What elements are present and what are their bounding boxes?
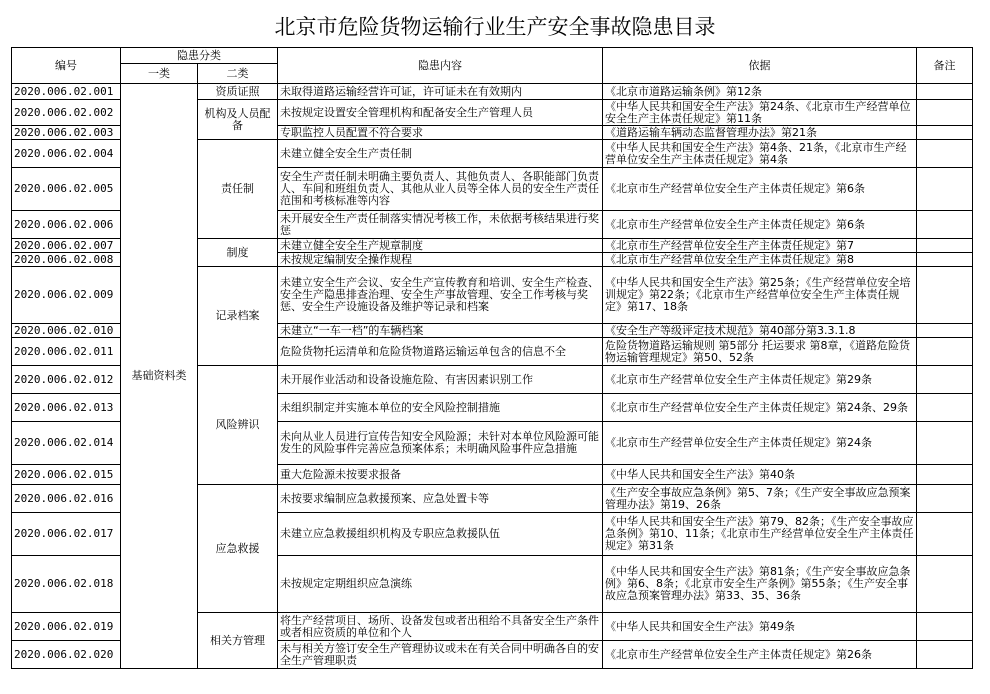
- cat2-cell: 应急救援: [198, 485, 278, 613]
- row-content: 危险货物托运清单和危险货物道路运输运单包含的信息不全: [278, 338, 603, 366]
- row-content: 安全生产责任制未明确主要负责人、其他负责人、各职能部门负责人、车间和班组负责人、其他从业人员等全体人员的安全生产责任范围和考核标准等内容: [278, 168, 603, 211]
- row-content: 未与相关方签订安全生产管理协议或未在有关合同中明确各自的安全生产管理职责: [278, 641, 603, 669]
- row-basis: 《北京市生产经营单位安全生产主体责任规定》第24条、29条: [603, 394, 917, 422]
- row-remark: [917, 366, 973, 394]
- row-remark: [917, 641, 973, 669]
- cat2-cell: 相关方管理: [198, 613, 278, 669]
- row-content: 未建立健全安全生产责任制: [278, 140, 603, 168]
- cat2-cell: 记录档案: [198, 267, 278, 366]
- row-code: 2020.006.02.017: [12, 513, 121, 556]
- cat2-cell: 责任制: [198, 140, 278, 239]
- row-content: 未取得道路运输经营许可证，许可证未在有效期内: [278, 84, 603, 100]
- row-code: 2020.006.02.003: [12, 126, 121, 140]
- row-code: 2020.006.02.012: [12, 366, 121, 394]
- row-remark: [917, 267, 973, 324]
- row-basis: 《北京市生产经营单位安全生产主体责任规定》第24条: [603, 422, 917, 465]
- row-remark: [917, 211, 973, 239]
- row-remark: [917, 140, 973, 168]
- row-basis: 《中华人民共和国安全生产法》第25条；《生产经营单位安全培训规定》第22条；《北京市生产经营单位安全生产主体责任规定》第17、18条: [603, 267, 917, 324]
- header-category: 隐患分类: [121, 48, 278, 64]
- row-basis: 《北京市生产经营单位安全生产主体责任规定》第8: [603, 253, 917, 267]
- row-content: 未建立健全安全生产规章制度: [278, 239, 603, 253]
- row-basis: 《北京市道路运输条例》第12条: [603, 84, 917, 100]
- header-remark: 备注: [917, 48, 973, 84]
- row-code: 2020.006.02.019: [12, 613, 121, 641]
- row-content: 未按规定定期组织应急演练: [278, 556, 603, 613]
- row-content: 未建立安全生产会议、安全生产宣传教育和培训、安全生产检查、安全生产隐患排查治理、安全生产事故管理、安全工作考核与奖惩、安全生产设施设备及维护等记录和档案: [278, 267, 603, 324]
- header-code: 编号: [12, 48, 121, 84]
- row-basis: 《安全生产等级评定技术规范》第40部分第3.3.1.8: [603, 324, 917, 338]
- row-code: 2020.006.02.015: [12, 465, 121, 485]
- row-basis: 《中华人民共和国安全生产法》第79、82条；《生产安全事故应急条例》第10、11条；《北京市生产经营单位安全生产主体责任规定》第31条: [603, 513, 917, 556]
- row-remark: [917, 84, 973, 100]
- row-remark: [917, 239, 973, 253]
- row-code: 2020.006.02.013: [12, 394, 121, 422]
- row-content: 未按要求编制应急救援预案、应急处置卡等: [278, 485, 603, 513]
- cat2-cell: 资质证照: [198, 84, 278, 100]
- row-content: 未向从业人员进行宣传告知安全风险源；未针对本单位风险源可能发生的风险事件完善应急预案体系；未明确风险事件应急措施: [278, 422, 603, 465]
- row-code: 2020.006.02.014: [12, 422, 121, 465]
- row-remark: [917, 485, 973, 513]
- row-remark: [917, 394, 973, 422]
- page-title: 北京市危险货物运输行业生产安全事故隐患目录: [274, 15, 716, 39]
- row-content: 将生产经营项目、场所、设备发包或者出租给不具备安全生产条件或者相应资质的单位和个人: [278, 613, 603, 641]
- row-code: 2020.006.02.001: [12, 84, 121, 100]
- row-remark: [917, 100, 973, 126]
- row-code: 2020.006.02.011: [12, 338, 121, 366]
- row-remark: [917, 422, 973, 465]
- row-content: 未按规定编制安全操作规程: [278, 253, 603, 267]
- cat2-cell: 风险辨识: [198, 366, 278, 485]
- row-remark: [917, 253, 973, 267]
- cat2-cell: 制度: [198, 239, 278, 267]
- cat2-cell: 机构及人员配备: [198, 100, 278, 140]
- row-remark: [917, 168, 973, 211]
- row-code: 2020.006.02.010: [12, 324, 121, 338]
- hazard-table: [11, 47, 973, 669]
- row-basis: 《中华人民共和国安全生产法》第4条、21条，《北京市生产经营单位安全生产主体责任规定》第4条: [603, 140, 917, 168]
- row-remark: [917, 126, 973, 140]
- row-code: 2020.006.02.009: [12, 267, 121, 324]
- row-content: 未建立“一车一档”的车辆档案: [278, 324, 603, 338]
- header-cat2: 二类: [198, 64, 278, 84]
- row-remark: [917, 324, 973, 338]
- row-content: 未按规定设置安全管理机构和配备安全生产管理人员: [278, 100, 603, 126]
- row-basis: 《中华人民共和国安全生产法》第40条: [603, 465, 917, 485]
- row-remark: [917, 465, 973, 485]
- row-remark: [917, 613, 973, 641]
- row-content: 未组织制定并实施本单位的安全风险控制措施: [278, 394, 603, 422]
- row-content: 专职监控人员配置不符合要求: [278, 126, 603, 140]
- row-code: 2020.006.02.004: [12, 140, 121, 168]
- row-content: 未开展安全生产责任制落实情况考核工作，未依据考核结果进行奖惩: [278, 211, 603, 239]
- row-code: 2020.006.02.006: [12, 211, 121, 239]
- row-basis: 《北京市生产经营单位安全生产主体责任规定》第6条: [603, 168, 917, 211]
- row-basis: 《北京市生产经营单位安全生产主体责任规定》第26条: [603, 641, 917, 669]
- header-cat1: 一类: [121, 64, 198, 84]
- row-content: 重大危险源未按要求报备: [278, 465, 603, 485]
- row-basis: 危险货物道路运输规则 第5部分 托运要求 第8章，《道路危险货物运输管理规定》第50、52条: [603, 338, 917, 366]
- row-code: 2020.006.02.020: [12, 641, 121, 669]
- row-remark: [917, 556, 973, 613]
- row-basis: 《北京市生产经营单位安全生产主体责任规定》第29条: [603, 366, 917, 394]
- table-row: [12, 84, 973, 100]
- row-remark: [917, 338, 973, 366]
- row-basis: 《中华人民共和国安全生产法》第24条、《北京市生产经营单位安全生产主体责任规定》第11条: [603, 100, 917, 126]
- header-content: 隐患内容: [278, 48, 603, 84]
- row-basis: 《中华人民共和国安全生产法》第81条；《生产安全事故应急条例》第6、8条；《北京市安全生产条例》第55条；《生产安全事故应急预案管理办法》第33、35、36条: [603, 556, 917, 613]
- row-remark: [917, 513, 973, 556]
- header-basis: 依据: [603, 48, 917, 84]
- row-basis: 《道路运输车辆动态监督管理办法》第21条: [603, 126, 917, 140]
- row-code: 2020.006.02.007: [12, 239, 121, 253]
- row-code: 2020.006.02.005: [12, 168, 121, 211]
- row-code: 2020.006.02.016: [12, 485, 121, 513]
- row-code: 2020.006.02.008: [12, 253, 121, 267]
- row-code: 2020.006.02.018: [12, 556, 121, 613]
- cat1-cell: 基础资料类: [121, 84, 198, 669]
- row-basis: 《北京市生产经营单位安全生产主体责任规定》第6条: [603, 211, 917, 239]
- row-basis: 《北京市生产经营单位安全生产主体责任规定》第7: [603, 239, 917, 253]
- row-code: 2020.006.02.002: [12, 100, 121, 126]
- row-basis: 《中华人民共和国安全生产法》第49条: [603, 613, 917, 641]
- row-content: 未开展作业活动和设备设施危险、有害因素识别工作: [278, 366, 603, 394]
- row-basis: 《生产安全事故应急条例》第5、7条；《生产安全事故应急预案管理办法》第19、26条: [603, 485, 917, 513]
- row-content: 未建立应急救援组织机构及专职应急救援队伍: [278, 513, 603, 556]
